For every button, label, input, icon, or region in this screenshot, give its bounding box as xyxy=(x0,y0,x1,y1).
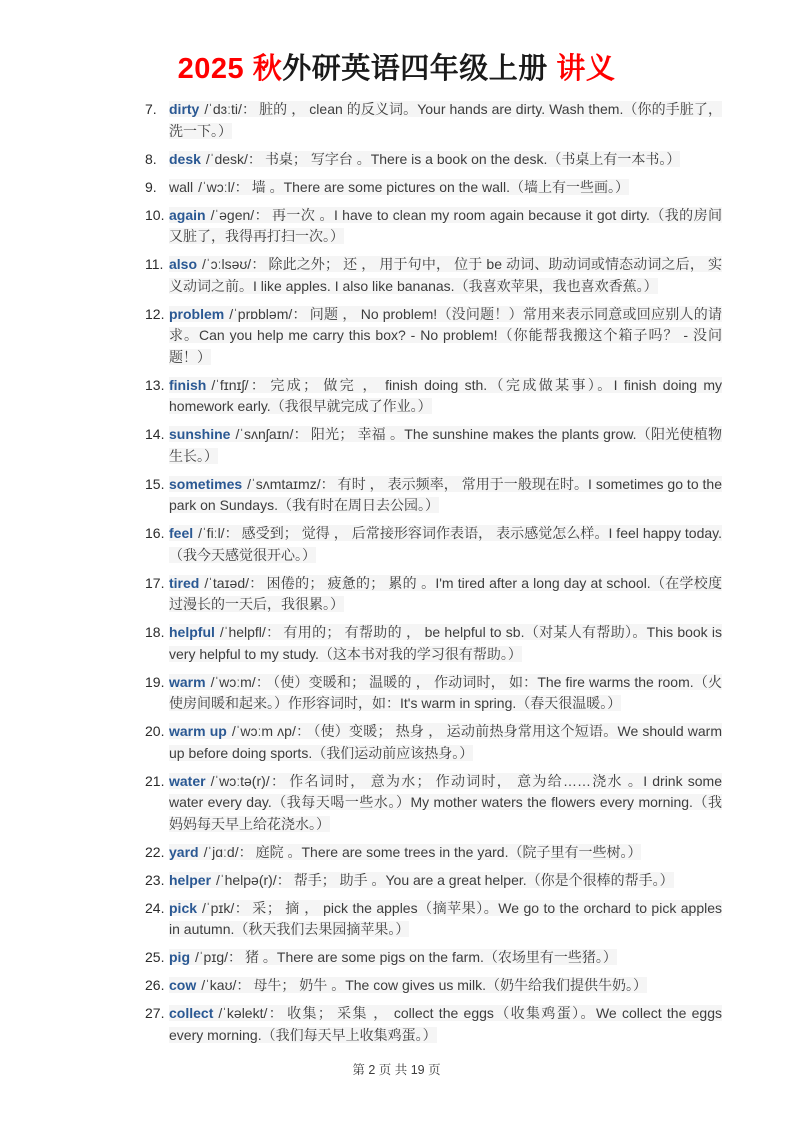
item-number: 7. xyxy=(145,101,157,117)
title-suffix: 讲义 xyxy=(556,53,616,85)
vocab-phonetic: /ˈwɔːm/： xyxy=(210,673,271,690)
item-content xyxy=(169,101,722,139)
item-content xyxy=(169,575,722,613)
vocab-phonetic: /ˈfɪnɪʃ/： xyxy=(211,376,268,393)
vocab-description: 帮手； 助手 。You are a great helper.（你是个很棒的帮手。） xyxy=(293,871,674,888)
vocab-description: 困倦的； 疲惫的； 累的 。I'm tired after a long day at school.（在学校度过漫长的一天后，我很累。） xyxy=(169,574,722,612)
item-number: 21. xyxy=(145,772,165,789)
vocab-word: pig xyxy=(169,949,190,965)
vocab-item xyxy=(145,947,722,969)
vocab-word: yard xyxy=(169,843,199,860)
title-year-season: 2025 秋 xyxy=(177,53,283,85)
vocab-description: 阳光； 幸福 。The sunshine makes the plants grow.（阳光使植物生长。） xyxy=(169,426,722,464)
item-content xyxy=(169,151,680,167)
vocab-description: 问题 ， No problem!（没问题！）常用来表示同意或回应别人的请求。Can you help me carry this box? - No problem!（你能帮我搬这个箱子吗？ - 没问题！） xyxy=(169,305,722,365)
vocab-description: 采； 摘 ， pick the apples（摘苹果）。We go to the orchard to pick apples in autumn.（秋天我们去果园摘苹果。） xyxy=(169,899,722,937)
vocab-item xyxy=(145,424,722,467)
vocab-description: （使）变暖； 热身 ， 运动前热身常用这个短语。We should warm up before doing sports.（我们运动前应该热身。） xyxy=(169,723,723,761)
vocab-item xyxy=(145,99,722,142)
vocab-phonetic: /ˈpɪg/： xyxy=(195,949,242,965)
vocab-word: helper xyxy=(169,871,212,888)
vocab-item xyxy=(145,149,722,171)
item-content xyxy=(169,949,617,965)
item-number: 12. xyxy=(145,305,165,322)
vocab-item xyxy=(145,573,722,616)
item-content xyxy=(169,900,722,938)
vocab-word: sometimes xyxy=(169,475,243,492)
vocab-phonetic: /ˈhelpfl/： xyxy=(219,624,281,640)
vocab-item xyxy=(145,622,722,665)
item-content xyxy=(169,624,722,662)
vocab-phonetic: /ˈfiːl/： xyxy=(198,525,239,541)
vocab-item xyxy=(145,523,722,566)
page-footer: 第 2 页 共 19 页 xyxy=(352,1063,441,1077)
vocab-description: 庭院 。There are some trees in the yard.（院子里有一些树。） xyxy=(255,843,642,860)
item-content xyxy=(169,476,722,514)
vocab-description: 母牛； 奶牛 。The cow gives us milk.（奶牛给我们提供牛奶。） xyxy=(253,977,648,993)
item-number: 19. xyxy=(145,673,165,690)
vocab-list xyxy=(145,99,722,1046)
vocab-word: helpful xyxy=(169,624,215,640)
vocab-phonetic: /ˈwɔːl/： xyxy=(198,178,249,195)
vocab-word: warm xyxy=(169,673,206,690)
vocab-description: （使）变暖和； 温暖的 ， 作动词时， 如：The fire warms the room.（火使房间暖和起来。）作形容词时，如：It's warm in spring.（春天很温暖。） xyxy=(169,673,722,711)
vocab-description: 脏的 ， clean 的反义词。Your hands are dirty. Wash them.（你的手脏了，洗一下。） xyxy=(169,101,722,139)
vocab-phonetic: /ˈsʌnʃaɪn/： xyxy=(235,426,308,442)
vocab-word: sunshine xyxy=(169,426,231,442)
vocab-word: feel xyxy=(169,525,194,541)
vocab-word: pick xyxy=(169,899,198,916)
vocab-item xyxy=(145,842,722,864)
item-number: 14. xyxy=(145,426,165,442)
item-number: 17. xyxy=(145,574,165,591)
vocab-description: 书桌； 写字台 。There is a book on the desk.（书桌上有一本书。） xyxy=(264,150,681,167)
page-title xyxy=(0,50,793,88)
vocab-phonetic: /ˈprɒbləm/： xyxy=(229,305,307,322)
item-number: 16. xyxy=(145,525,165,541)
vocab-phonetic: /ˈkaʊ/： xyxy=(201,977,251,993)
vocab-word: cow xyxy=(169,977,197,993)
vocab-description: 完成； 做完 ， finish doing sth.（完成做某事）。I finish doing my homework early.（我很早就完成了作业。） xyxy=(169,376,723,414)
vocab-description: 有用的； 有帮助的 ， be helpful to sb.（对某人有帮助）。This book is very helpful to my study.（这本书对我的学习很有帮助。） xyxy=(169,624,722,662)
vocab-word: again xyxy=(169,206,206,223)
title-book-name: 外研英语四年级上册 xyxy=(282,53,557,85)
vocab-item xyxy=(145,721,722,764)
vocab-phonetic: /ˈsʌmtaɪmz/： xyxy=(247,475,335,492)
vocab-word: also xyxy=(169,256,198,272)
vocab-word: finish xyxy=(169,376,207,393)
vocab-item xyxy=(145,771,722,836)
vocab-description: 感受到； 觉得 ， 后常接形容词作表语， 表示感觉怎么样。I feel happy today.（我今天感觉很开心。） xyxy=(169,525,722,563)
item-number: 25. xyxy=(145,949,165,965)
item-number: 13. xyxy=(145,376,165,393)
vocab-phonetic: /ˈjɑːd/： xyxy=(203,843,253,860)
vocab-phonetic: /ˈəgen/： xyxy=(210,206,269,223)
item-number: 10. xyxy=(145,206,165,223)
item-number: 15. xyxy=(145,475,165,492)
vocab-item xyxy=(145,205,722,248)
vocab-phonetic: /ˈdɜːti/： xyxy=(204,101,257,117)
vocab-phonetic: /ˈdesk/： xyxy=(205,150,262,167)
vocab-word: water xyxy=(169,772,206,789)
vocab-item xyxy=(145,898,722,941)
item-content xyxy=(169,773,722,832)
vocab-phonetic: /ˈɔːlsəʊ/： xyxy=(202,256,266,272)
item-number: 11. xyxy=(145,256,164,272)
item-content xyxy=(169,426,722,464)
vocab-item xyxy=(145,375,722,418)
vocab-phonetic: /ˈhelpə(r)/： xyxy=(216,871,291,888)
vocab-item xyxy=(145,672,722,715)
item-content xyxy=(169,1005,722,1043)
item-content xyxy=(169,525,722,563)
vocab-phonetic: /ˈkəlekt/： xyxy=(218,1005,285,1021)
vocab-phonetic: /ˈwɔːtə(r)/： xyxy=(210,772,287,789)
vocab-word: problem xyxy=(169,305,225,322)
vocab-item xyxy=(145,1003,722,1046)
vocab-item xyxy=(145,975,722,997)
vocab-word: dirty xyxy=(169,101,200,117)
item-number: 22. xyxy=(145,843,165,860)
vocab-phonetic: /ˈtaɪəd/： xyxy=(204,574,264,591)
item-number: 23. xyxy=(145,871,165,888)
item-number: 8. xyxy=(145,150,157,167)
item-number: 24. xyxy=(145,899,165,916)
item-content xyxy=(169,377,722,415)
item-content xyxy=(169,674,722,712)
vocab-description: 再一次 。I have to clean my room again because it got dirty.（我的房间又脏了，我得再打扫一次。） xyxy=(169,206,722,244)
vocab-description: 除此之外； 还 ， 用于句中， 位于 be 动词、助动词或情态动词之后， 实义动词之前。I like apples. I also like bananas.（我喜欢苹果，我也喜欢香蕉。） xyxy=(169,256,722,294)
item-content xyxy=(169,872,674,888)
vocab-phonetic: /ˈpɪk/： xyxy=(202,899,250,916)
vocab-item xyxy=(145,254,722,297)
vocab-description: 作名词时， 意为水； 作动词时， 意为给……浇水 。I drink some water every day.（我每天喝一些水。）My mother waters the flowers every morning.（我妈妈每天早上给花浇水。） xyxy=(169,772,722,832)
item-number: 26. xyxy=(145,977,165,993)
vocab-description: 猪 。There are some pigs on the farm.（农场里有一些猪。） xyxy=(245,949,617,965)
vocab-description: 墙 。There are some pictures on the wall.（墙上有一些画。） xyxy=(251,178,630,195)
item-content xyxy=(169,256,722,294)
item-content xyxy=(169,977,647,993)
vocab-description: 收集； 采集 ， collect the eggs（收集鸡蛋）。We collect the eggs every morning.（我们每天早上收集鸡蛋。） xyxy=(169,1005,722,1043)
vocab-word: desk xyxy=(169,150,201,167)
vocab-item xyxy=(145,304,722,369)
vocab-description: 有时 ， 表示频率， 常用于一般现在时。I sometimes go to the park on Sundays.（我有时在周日去公园。） xyxy=(169,475,722,513)
item-number: 18. xyxy=(145,624,165,640)
vocab-word: tired xyxy=(169,574,200,591)
item-content xyxy=(169,723,722,761)
vocab-phonetic: /ˈwɔːm ʌp/： xyxy=(231,723,311,739)
item-content xyxy=(169,306,722,365)
item-content xyxy=(169,844,641,860)
item-number: 20. xyxy=(145,723,165,739)
item-content xyxy=(169,207,722,245)
vocab-word: collect xyxy=(169,1005,214,1021)
vocab-item xyxy=(145,177,722,199)
item-number: 9. xyxy=(145,178,157,195)
vocab-word: wall xyxy=(169,178,194,195)
vocab-word: warm up xyxy=(169,723,227,739)
item-content xyxy=(169,179,629,195)
item-number: 27. xyxy=(145,1005,165,1021)
vocab-item xyxy=(145,474,722,517)
vocab-item xyxy=(145,870,722,892)
